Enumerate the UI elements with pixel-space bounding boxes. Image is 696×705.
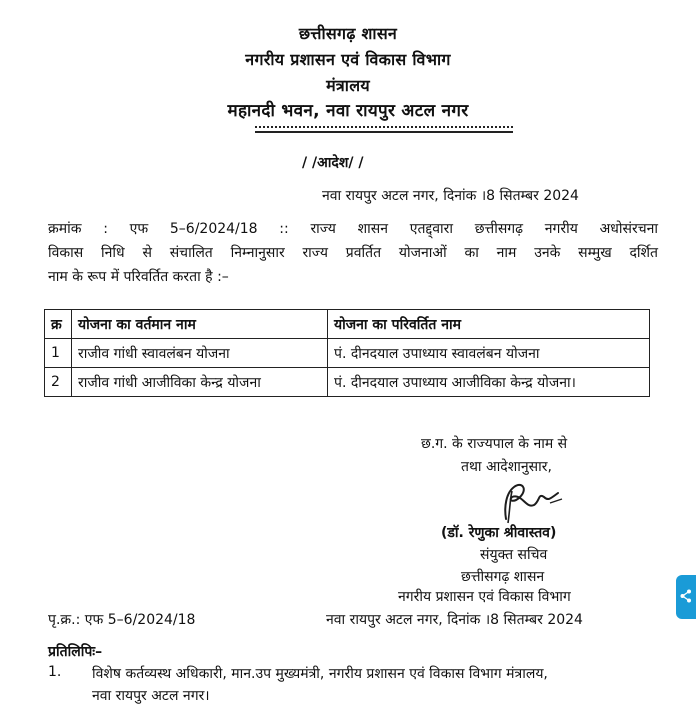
endorsement-number: पृ.क्र.: एफ 5–6/2024/18 — [48, 612, 196, 628]
copy-item-number: 1. — [48, 664, 62, 680]
header-underline-2 — [255, 131, 513, 133]
col-header-new-name: योजना का परिवर्तित नाम — [328, 310, 650, 339]
copy-item-continuation: नवा रायपुर अटल नगर। — [92, 688, 210, 704]
cell-current-name: राजीव गांधी आजीविका केन्द्र योजना — [72, 368, 328, 397]
header-department: नगरीय प्रशासन एवं विकास विभाग — [245, 50, 451, 69]
order-title: / /आदेश/ / — [302, 155, 364, 171]
col-header-serial: क्र — [45, 310, 72, 339]
copy-to-label: प्रतिलिपिः– — [48, 644, 103, 660]
authority-line-2: तथा आदेशानुसार, — [461, 459, 552, 475]
order-body-line: नाम के रूप में परिवर्तित करता है :– — [48, 269, 229, 285]
signatory-govt: छत्तीसगढ़ शासन — [461, 569, 545, 585]
scheme-table — [44, 309, 650, 397]
cell-serial: 1 — [45, 339, 72, 368]
cell-serial: 2 — [45, 368, 72, 397]
signatory-designation: संयुक्त सचिव — [480, 547, 548, 563]
endorsement-place-date: नवा रायपुर अटल नगर, दिनांक ।8 सितम्बर 2024 — [326, 612, 583, 628]
header-underline — [255, 126, 513, 128]
order-body-line: विकास निधि से संचालित निम्नानुसार राज्य प्रवर्तित योजनाओं का नाम उनके सम्मुख दर्शित — [48, 245, 658, 261]
share-icon — [680, 589, 692, 603]
header-ministry: मंत्रालय — [326, 76, 370, 95]
signatory-name: (डॉ. रेणुका श्रीवास्तव) — [441, 525, 557, 541]
signatory-department: नगरीय प्रशासन एवं विकास विभाग — [398, 589, 571, 605]
cell-new-name: पं. दीनदयाल उपाध्याय आजीविका केन्द्र योजना। — [328, 368, 650, 397]
table-header-row — [45, 310, 650, 339]
signature — [488, 479, 568, 525]
cell-new-name: पं. दीनदयाल उपाध्याय स्वावलंबन योजना — [328, 339, 650, 368]
col-header-current-name: योजना का वर्तमान नाम — [72, 310, 328, 339]
cell-current-name: राजीव गांधी स्वावलंबन योजना — [72, 339, 328, 368]
table-row — [45, 368, 650, 397]
order-body — [48, 217, 658, 289]
share-tab[interactable] — [676, 575, 696, 619]
header-govt: छत्तीसगढ़ शासन — [298, 24, 398, 43]
order-place-date: नवा रायपुर अटल नगर, दिनांक ।8 सितम्बर 2024 — [322, 188, 579, 204]
copy-item-text: विशेष कर्तव्यस्थ अधिकारी, मान.उप मुख्यमंत्री, नगरीय प्रशासन एवं विकास विभाग मंत्रालय, — [92, 666, 548, 682]
authority-line-1: छ.ग. के राज्यपाल के नाम से — [421, 436, 568, 452]
table-row — [45, 339, 650, 368]
header-address: महानदी भवन, नवा रायपुर अटल नगर — [227, 101, 469, 121]
order-body-line: क्रमांक : एफ 5–6/2024/18 :: राज्य शासन एतद्द्वारा छत्तीसगढ़ नगरीय अधोसंरचना — [48, 221, 658, 237]
